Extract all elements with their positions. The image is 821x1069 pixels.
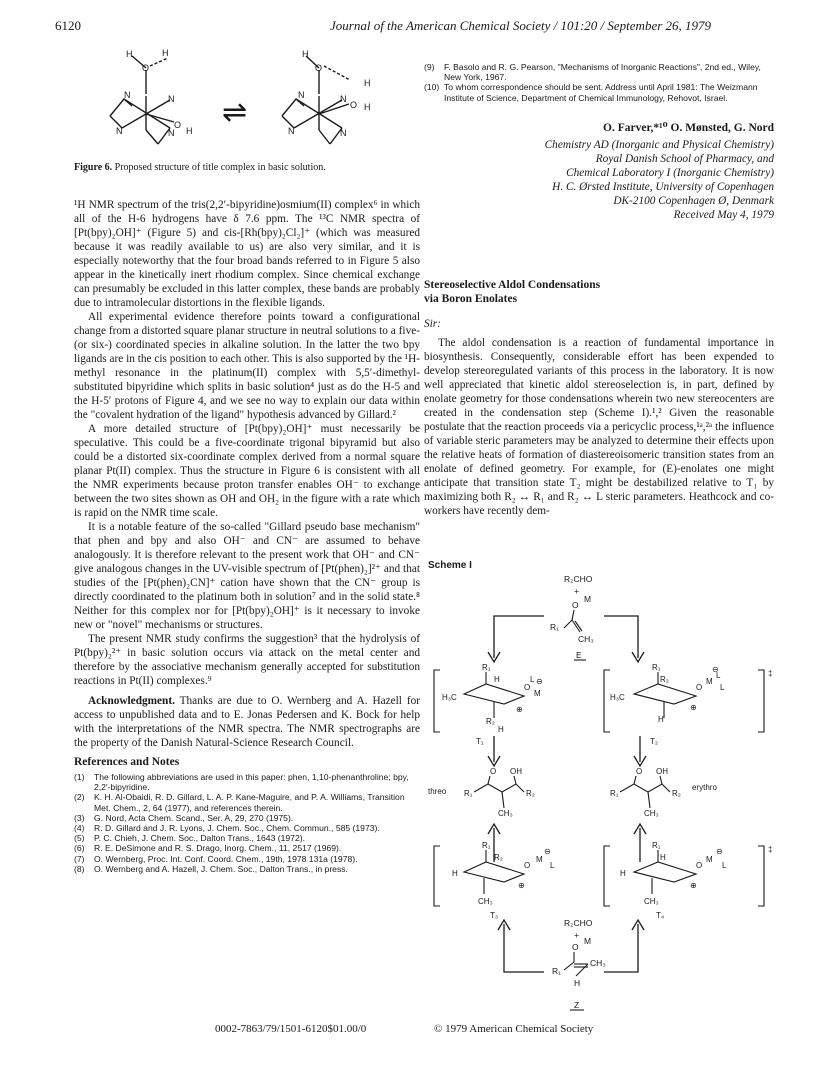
t2-oplus: ⊕ (690, 703, 697, 712)
label-t1: T₁ (476, 737, 484, 746)
t3-ominus: ⊖ (544, 847, 551, 856)
threo-oh: OH (510, 767, 522, 776)
t3-r2: R₂ (494, 853, 503, 862)
t2-h: H (658, 715, 664, 724)
paragraph: All experimental evidence therefore points toward a configurational change from a distorted square planar structure in neutral solutions to a five- (or six-) coordinated species in alkaline solution. In the latter the two bpy ligands are in the cis position to each other. This is also supported by the ¹H-methyl resonance in the platinum(II) complex with 5,5′-dimethyl-substituted bipyridine which splits in basic solution⁴ just as do the H-5 and the H-5′ protons of Figure 4, and we see no way to explain our data within the "covalent hydration of the ligand" hypothesis advanced by Gillard.² (74, 311, 420, 421)
enolate-z-m: M (584, 936, 592, 946)
t2-l2: L (716, 671, 721, 680)
reference-item: (3) G. Nord, Acta Chem. Scand., Ser. A, 29, 270 (1975). (74, 812, 294, 823)
atom-n: N (124, 90, 131, 100)
t4-r1: R₁ (652, 841, 661, 850)
paragraph: The aldol condensation is a reaction of fundamental importance in biosynthesis. Consequently, considerable effort has been expended to develop stereoregulated variants of this process in the laboratory. It is now well appreciated that kinetic aldol stereoselection is, in part, defined by enolate geometry for those condensations wherein two new stereocenters are created in the condensation step (Scheme I).¹,² Given the reasonable postulate that the reaction proceeds via a pericyclic process,¹ᵃ,²ᵃ the influence of variable steric parameters may be analyzed to determine their effects upon the relative heats of formation of diastereoisomeric transition states from an enolate of defined geometry. For example, for (E)-enolates one might anticipate that transition state T₂ might be destabilized relative to T₁ by maximizing both R₂ ↔ R₁ and R₂ ↔ L steric parameters. Heathcock and co-workers have recently dem- (424, 337, 774, 517)
t1-r2: R₂ (486, 717, 495, 726)
reference-item: (6) R. E. DeSimone and R. S. Drago, Inorg. Chem., 11, 2517 (1969). (74, 843, 342, 854)
atom-h: H (126, 49, 133, 59)
threo-r2: R₂ (526, 789, 535, 798)
footer-code: 0002-7863/79/1501-6120$01.00/0 (215, 1023, 367, 1035)
t4-m: M (706, 855, 713, 864)
paragraph: ¹H NMR spectrum of the tris(2,2′-bipyridine)osmium(II) complex⁶ in which all of the H-6 hydrogens have δ 7.6 ppm. The ¹³C NMR spectra of [Pt(bpy)₂OH]⁺ (Figure 5) and cis-[Rh(bpy)₂Cl₂]⁺ (which was measured because it was readily available to us) are also very similar, and it is especially noteworthy that the four broad bands referred to in Figure 5 also appear in the kinetically inert rhodium complex. Since chemical exchange can presumably be excluded in this latter complex, these bands are probably due to intramolecular distortions in the flexible ligands. (74, 199, 420, 309)
threo-r1: R₁ (464, 789, 473, 798)
t4-h2: H (620, 869, 626, 878)
t3-l: L (550, 861, 555, 870)
erythro-o: O (636, 767, 643, 776)
plus-sign-2: + (574, 930, 579, 940)
reference-item: (1) The following abbreviations are used in this paper: phen, 1,10-phenanthroline; bpy, 2,2′-bipyridine. (74, 772, 409, 793)
atom-n: N (340, 128, 347, 138)
threo-ch3: CH₃ (498, 809, 513, 818)
references-list (74, 772, 420, 874)
atom-o: O (142, 63, 150, 73)
up-arrows (488, 824, 646, 862)
t3-o: O (524, 861, 531, 870)
t4-oplus: ⊕ (690, 881, 697, 890)
label-t3: T₃ (490, 911, 499, 920)
t1-oplus: ⊕ (516, 705, 523, 714)
plus-sign: + (574, 586, 579, 596)
paragraph: The present NMR study confirms the suggestion³ that the hydrolysis of Pt(bpy)₂²⁺ in basic solution occurs via attack on the metal center and therefore by the associative mechanism generally accepted for substitution reactions in Pt(II) complexes.⁹ (74, 633, 420, 687)
enolate-z-r1: R₁ (552, 966, 562, 976)
erythro-label: erythro (692, 783, 717, 792)
enolate-z-ch3: CH₃ (590, 958, 606, 968)
t2-ominus: ⊖ (712, 665, 719, 674)
t1-o: O (524, 683, 531, 692)
threo-bonds (474, 776, 524, 808)
salutation: Sir: (424, 318, 441, 330)
t3-ch3: CH₃ (478, 897, 493, 906)
affiliation-line: Chemical Laboratory I (Inorganic Chemistry) (566, 167, 774, 179)
page-number: 6120 (55, 18, 81, 33)
left-column-body (74, 198, 420, 874)
t1-l: L (530, 675, 535, 684)
enolate-z: Z (574, 1000, 580, 1010)
title-line: Stereoselective Aldol Condensations (424, 279, 601, 291)
figure-6-caption-text: Proposed structure of title complex in basic solution. (112, 162, 326, 173)
atom-h: H (302, 49, 309, 59)
t2-l: L (720, 683, 725, 692)
equilibrium-arrow: ⇌ (222, 96, 248, 129)
atom-h: H (162, 48, 169, 58)
scheme-1 (424, 572, 774, 1016)
t3-m: M (536, 855, 543, 864)
enolate-o: O (572, 600, 579, 610)
atom-h: H (186, 126, 193, 136)
reference-item: (5) P. C. Chieh, J. Chem. Soc., Dalton Trans., 1643 (1972). (74, 833, 305, 844)
aldehyde-label-2: R₂CHO (564, 918, 593, 928)
t4-o: O (696, 861, 703, 870)
enolate-z-h: H (574, 978, 581, 988)
article-title (424, 278, 774, 306)
authors: O. Farver,*¹⁰ O. Mønsted, G. Nord (603, 122, 774, 134)
t3-oplus: ⊕ (518, 881, 525, 890)
atom-n: N (116, 126, 123, 136)
scheme-label: Scheme I (428, 560, 472, 571)
atom-n: N (340, 94, 347, 104)
figure-6-structure (74, 44, 420, 162)
acknowledgment-label: Acknowledgment. (88, 695, 175, 707)
t2-ddagger: ‡ (768, 669, 773, 678)
paragraph: A more detailed structure of [Pt(bpy)₂OH]⁺ must necessarily be speculative. This could be a five-coordinate trigonal bipyramid but also could be a distorted six-coordinate complex derived from a normal square planar Pt(II) complex. Thus the structure in Figure 6 is consistent with all the NMR experiments because proton transfer enables OH⁻ to exchange between the two sites shown as OH and OH₂ in the figure with a rate which is rapid on the NMR time scale. (74, 423, 420, 519)
t1-h: H (494, 675, 500, 684)
reference-item: (10) To whom correspondence should be sent. Address until April 1981: The Weizmann Institute of Science, Department of Chemical Immunology, Rehovot, Israel. (424, 82, 758, 103)
erythro-r1: R₁ (610, 789, 619, 798)
affiliation-line: Chemistry AD (Inorganic and Physical Chemistry) (544, 139, 774, 151)
atom-n: N (288, 126, 295, 136)
enolate-ch3: CH₃ (578, 634, 594, 644)
acknowledgment (74, 694, 420, 750)
enolate-z-o: O (572, 942, 579, 952)
title-line: via Boron Enolates (424, 293, 518, 305)
erythro-ch3: CH₃ (644, 809, 659, 818)
reference-item: (4) R. D. Gillard and J. R. Lyons, J. Chem. Soc., Chem. Commun., 585 (1973). (74, 823, 380, 834)
acknowledgment-text: Thanks are due to O. Wernberg and A. Hazell for access to unpublished data and to E. Jonas Pedersen and K. Bock for help with the interpretations of the NMR spectra. The NMR spectrographs are the property of the Danish Natural-Science Research Council. (74, 695, 420, 749)
reference-item: (9) F. Basolo and R. G. Pearson, "Mechanisms of Inorganic Reactions", 2nd ed., Wiley, New York, 1967. (424, 62, 761, 83)
t2-r1: R₁ (652, 663, 661, 672)
enolate-m: M (584, 594, 592, 604)
atom-h: H (364, 102, 371, 112)
t3-r1: R₁ (482, 841, 491, 850)
t2-o: O (696, 683, 703, 692)
aldehyde-label: R₂CHO (564, 574, 593, 584)
t1-r1: R₁ (482, 663, 491, 672)
t1-m: M (534, 689, 541, 698)
t1-h3c: H₃C (442, 693, 457, 702)
label-t2: T₂ (650, 737, 658, 746)
erythro-oh: OH (656, 767, 668, 776)
erythro-r2: R₂ (672, 789, 681, 798)
t3-h: H (452, 869, 458, 878)
t4-h: H (660, 853, 666, 862)
paragraph: It is a notable feature of the so-called "Gillard pseudo base mechanism" that phen and bpy and also OH⁻ and CN⁻ are assumed to behave analogously. It is therefore relevant to the present work that OH⁻ and CN⁻ give analogous changes in the UV-visible spectrum of [Pt(phen)₂]²⁺ and that studies of the [Pt(phen)₂CN]⁺ cation have shown that the CN⁻ group is directly coordinated to the platinum both in solution⁷ and in the solid state.⁸ Neither for this complex nor for [Pt(bpy)₂OH]⁺ is it necessary to invoke new or "novel" mechanisms or structures. (74, 521, 420, 631)
atom-n: N (168, 94, 175, 104)
affiliation-line: H. C. Ørsted Institute, University of Copenhagen (552, 181, 774, 193)
ts-t2 (604, 670, 764, 732)
journal-header: Journal of the American Chemical Society / 101:20 / September 26, 1979 (330, 18, 712, 33)
threo-o: O (490, 767, 497, 776)
references-heading: References and Notes (74, 756, 180, 768)
top-arrows (488, 616, 644, 662)
figure-6-caption (74, 162, 420, 173)
atom-o: O (350, 100, 358, 110)
middle-arrows (488, 736, 646, 766)
atom-h: H (364, 78, 371, 88)
affiliation-line: DK-2100 Copenhagen Ø, Denmark (613, 195, 774, 207)
footer-copyright: © 1979 American Chemical Society (434, 1023, 594, 1035)
threo-label: threo (428, 787, 447, 796)
reference-item: (2) K. H. Al-Obaidi, R. D. Gillard, L. A. P. Kane-Maguire, and P. A. Williams, Transition Met. Chem., 2, 64 (1977), and references therein. (74, 792, 405, 813)
figure-6-label: Figure 6. (74, 162, 113, 173)
affiliation (424, 138, 774, 222)
t2-h3c: H₃C (610, 693, 625, 702)
t4-ddagger: ‡ (768, 845, 773, 854)
right-column-body (424, 336, 774, 518)
t4-l: L (722, 861, 727, 870)
enolate-r1: R₁ (550, 622, 560, 632)
atom-n: N (168, 128, 175, 138)
t1-h2: H (498, 725, 504, 734)
affiliation-line: Royal Danish School of Pharmacy, and (595, 153, 774, 165)
t2-r2: R₂ (660, 675, 669, 684)
enolate-e: E (576, 650, 582, 660)
ts-t4 (604, 846, 764, 906)
t2-m: M (706, 677, 713, 686)
t4-ch3: CH₃ (644, 897, 659, 906)
t1-ominus: ⊖ (536, 677, 543, 686)
reference-item: (7) O. Wernberg, Proc. Int. Conf. Coord. Chem., 19th, 1978 131a (1978). (74, 853, 358, 864)
atom-o: O (174, 120, 182, 130)
atom-o: O (315, 63, 323, 73)
right-references (424, 62, 774, 103)
received-date: Received May 4, 1979 (673, 209, 774, 221)
atom-n: N (298, 90, 305, 100)
reference-item: (8) O. Wernberg and A. Hazell, J. Chem. Soc., Dalton Trans., in press. (74, 863, 348, 874)
erythro-bonds (620, 776, 670, 808)
t4-ominus: ⊖ (716, 847, 723, 856)
label-t4: T₄ (656, 911, 665, 920)
